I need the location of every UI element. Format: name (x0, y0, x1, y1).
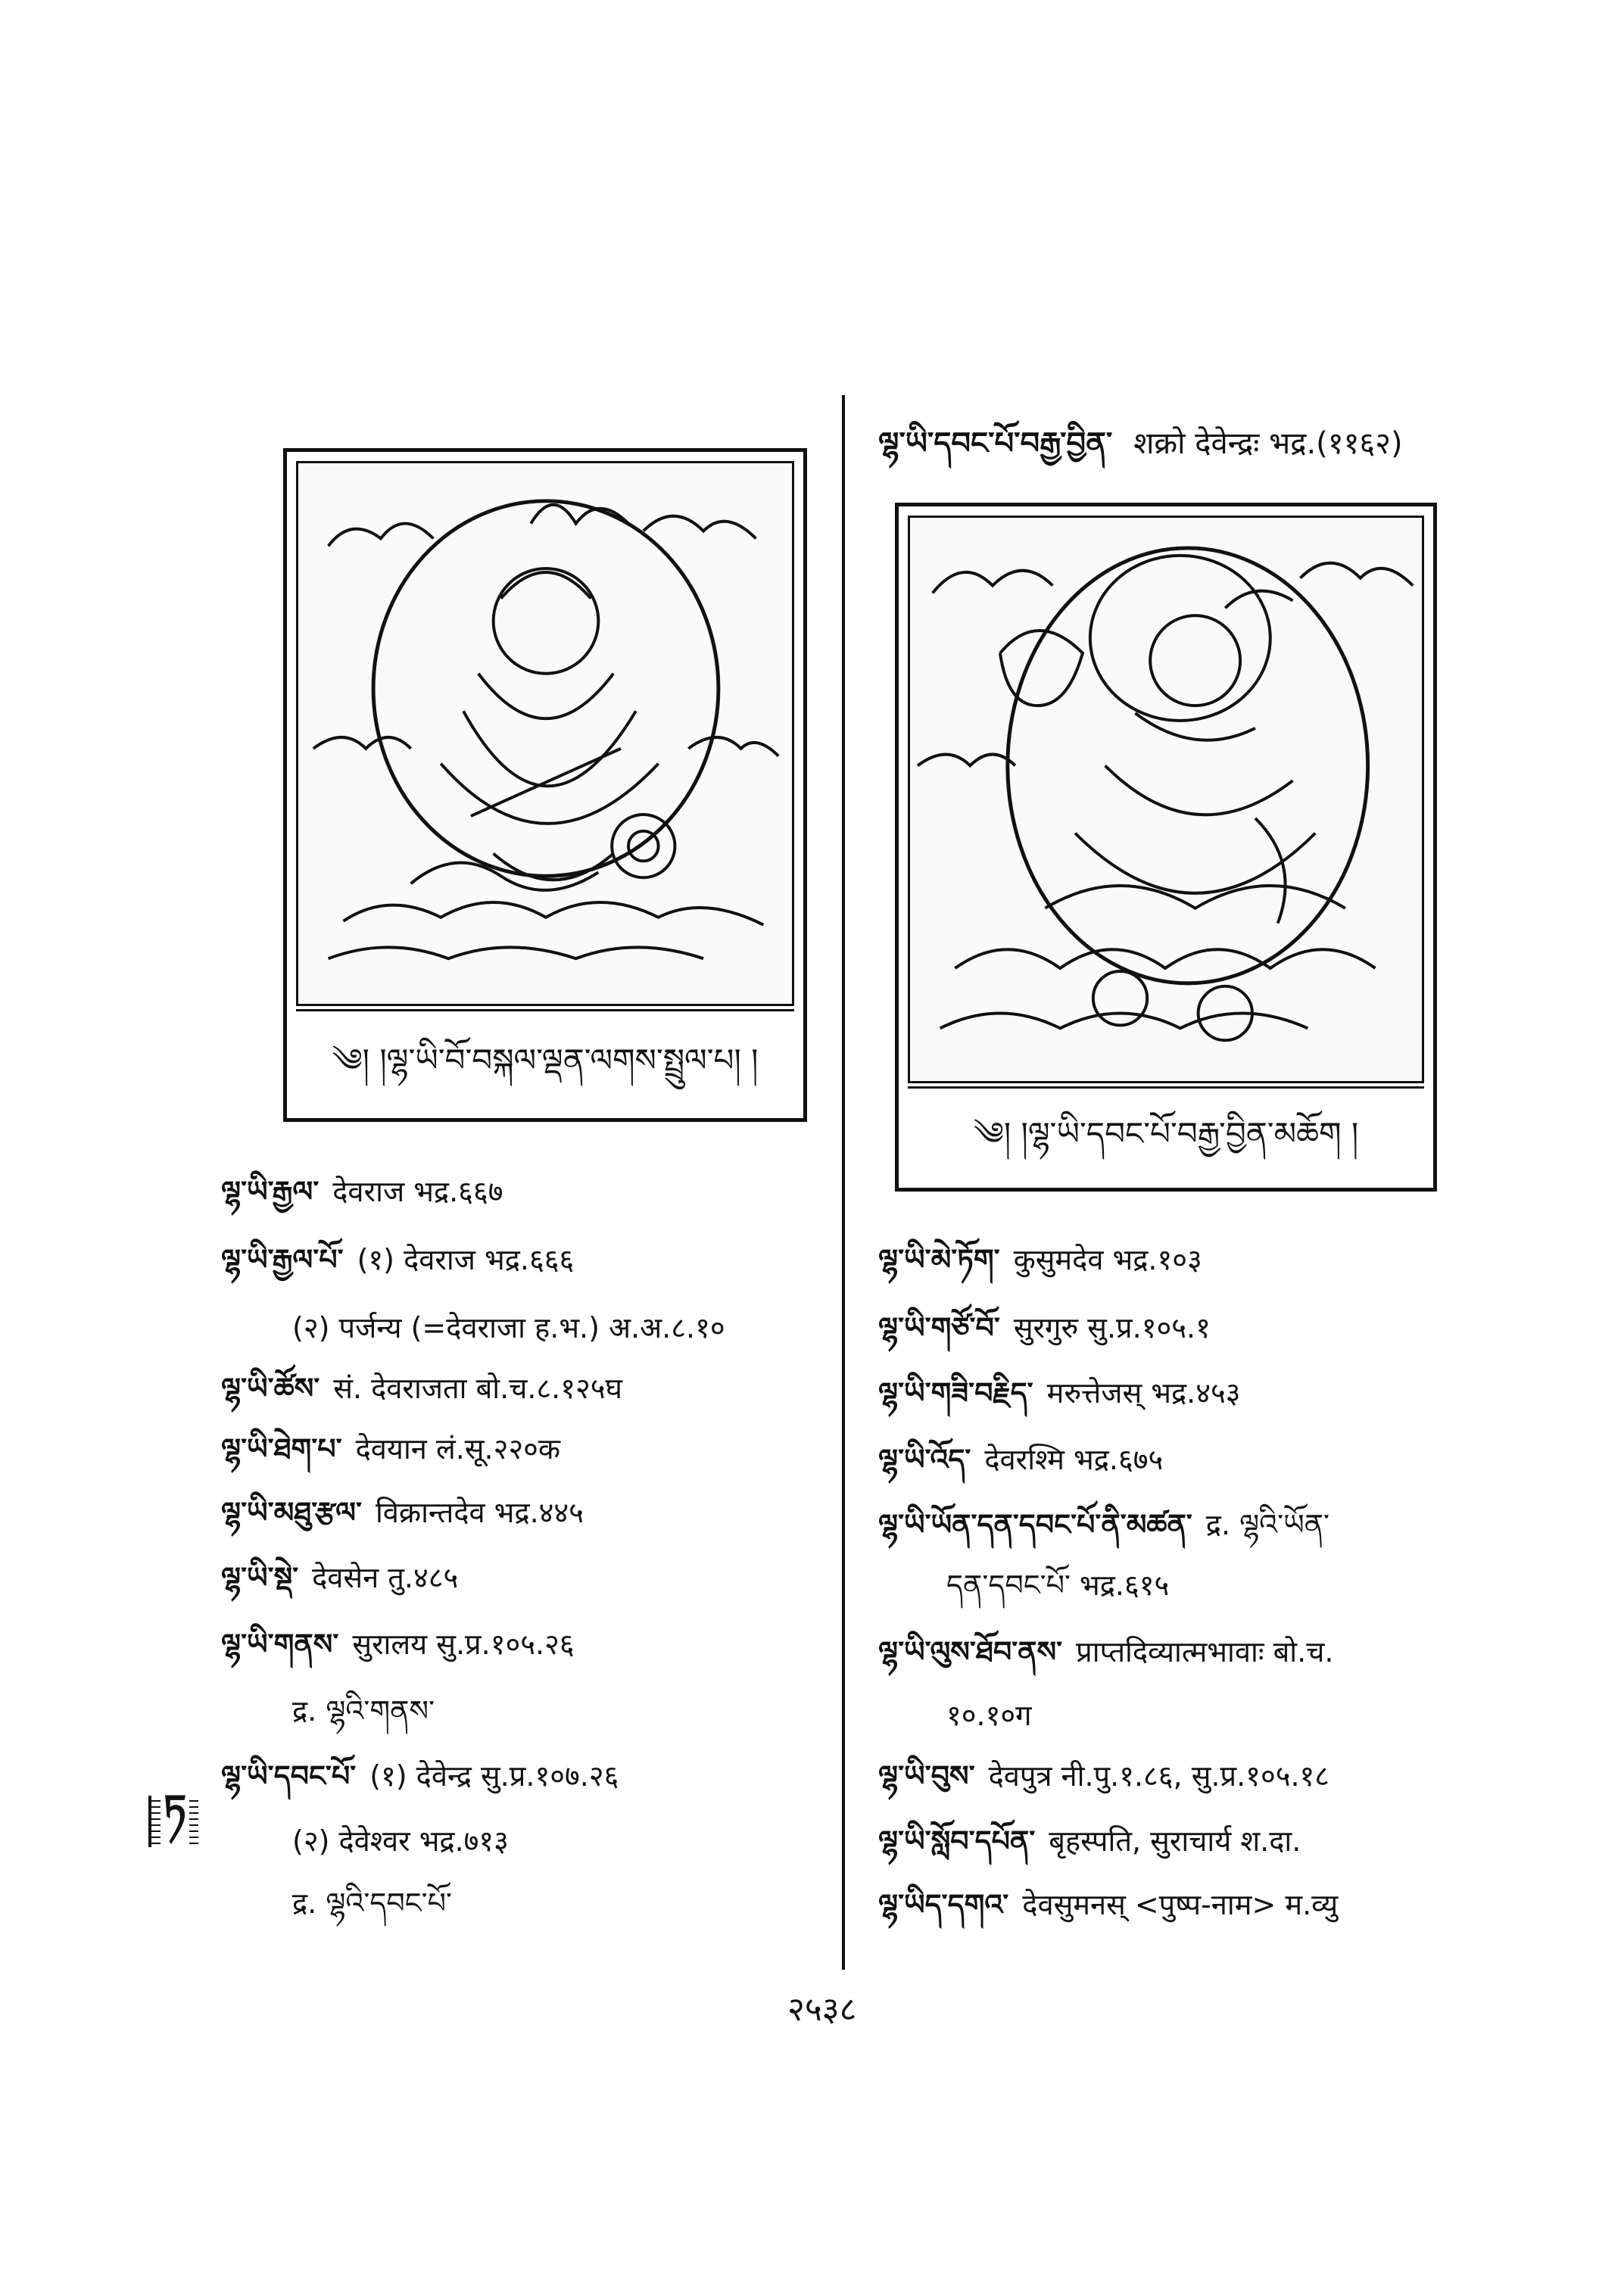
list-item: (२) पर्जन्य (=देवराजा ह.भ.) अ.अ.८.१० (292, 1311, 725, 1344)
list-item: द्र. ལྷའི་དབང་པོ་ (292, 1886, 452, 1920)
list-item: द्र. ལྷའི་གནས་ (292, 1694, 435, 1728)
list-item: ལྷ་ཡི་ཚོས་ सं. देवराजता बो.च.८.१२५घ (221, 1372, 622, 1405)
heading-tibetan: ལྷ་ཡི་དབང་པོ་བརྒྱ་བྱིན་ (878, 426, 1113, 461)
list-item: ལྷ་ཡི་ལུས་ཐོབ་ནས་ प्राप्तदिव्यात्मभावाः बो.च. (878, 1635, 1334, 1668)
left-woodblock-image (296, 461, 794, 1006)
left-plate-caption: ༄། །ལྷ་ཡི་བོ་བསྐལ་ལྡན་ལགས་སྤྲུལ་པ། ། (296, 1009, 794, 1110)
left-illustration-plate (283, 448, 807, 1122)
page-number: २५३८ (787, 1990, 857, 2029)
list-item: (२) देवेश्वर भद्र.७१३ (292, 1824, 509, 1858)
list-item: ལྷ་ཡི་གཟི་བརྗིད་ मरुत्तेजस् भद्र.४५३ (878, 1376, 1241, 1410)
list-item: ལྷ་ཡི་གནས་ सुरालय सु.प्र.१०५.२६ (221, 1628, 575, 1661)
right-illustration-plate (895, 503, 1437, 1192)
list-item: १०.१०ग (946, 1699, 1032, 1732)
margin-section-mark: ཏ (148, 1796, 198, 1847)
heading-definition: शक्रो देवेन्द्रः भद्र.(११६२) (1133, 426, 1403, 461)
right-woodblock-image (908, 516, 1424, 1083)
right-plate-caption: ༄། །ལྷ་ཡི་དབང་པོ་བརྒྱ་བྱིན་མཆོག ། (908, 1086, 1424, 1179)
list-item: ལྷ་ཡི་ཐེག་པ་ देवयान लं.सू.२२०क (221, 1432, 561, 1466)
right-heading (878, 409, 1403, 494)
list-item: ལྷ་ཡི་ཡོན་དན་དབང་པོ་ནི་མཚན་ द्र. ལྷའི་ཡོན་ (878, 1508, 1329, 1541)
list-item: ལྷ་ཡི་འོད་ देवरश्मि भद्र.६७५ (878, 1443, 1164, 1476)
list-item: ལྷ་ཡིད་དགའ་ देवसुमनस् <पुष्प-नाम> म.व्यु (878, 1888, 1339, 1921)
list-item: ལྷ་ཡི་མེ་ཏོག་ कुसुमदेव भद्र.१०३ (878, 1243, 1202, 1276)
list-item: དན་དབང་པོ་ भद्र.६१५ (946, 1569, 1170, 1602)
list-item: ལྷ་ཡི་རྒྱལ་ देवराज भद्र.६६७ (221, 1175, 503, 1208)
deity-illustration-right (910, 518, 1422, 1081)
list-item: ལྷ་ཡི་སློབ་དཔོན་ बृहस्पति, सुराचार्य श.दा. (878, 1824, 1301, 1858)
deity-illustration-left (298, 463, 792, 1004)
list-item: ལྷ་ཡི་མཐུ་རྩལ་ विक्रान्तदेव भद्र.४४५ (221, 1496, 584, 1529)
list-item: ལྷ་ཡི་རྒྱལ་པོ་ (१) देवराज भद्र.६६६ (221, 1243, 575, 1276)
column-divider (842, 395, 845, 1970)
list-item: ལྷ་ཡི་དབང་པོ་ (१) देवेन्द्र सु.प्र.१०७.२६ (221, 1759, 619, 1793)
list-item: ལྷ་ཡི་བུས་ देवपुत्र नी.पु.१.८६, सु.प्र.१०५.१८ (878, 1759, 1330, 1793)
list-item: ལྷ་ཡི་གཙོ་བོ་ सुरगुरु सु.प्र.१०५.१ (878, 1311, 1211, 1344)
list-item: ལྷ་ཡི་སྡེ་ देवसेन तु.४८५ (221, 1561, 459, 1594)
